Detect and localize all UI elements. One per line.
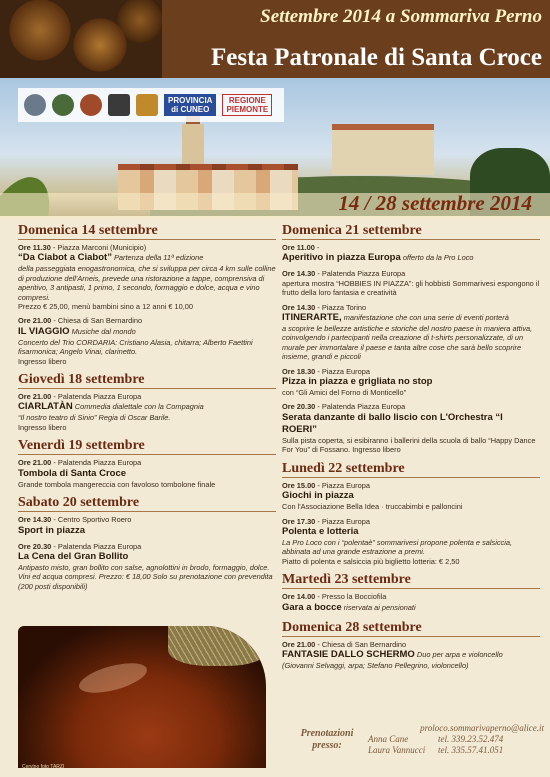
event-title: Gara a bocce: [282, 601, 342, 613]
event-title-note: offerto da la Pro Loco: [400, 253, 474, 263]
day-section: [282, 571, 540, 613]
event-item: [18, 243, 276, 311]
provincia-logo: PROVINCIA di CUNEO: [164, 94, 216, 116]
event-place: - Piazza Europa: [315, 516, 370, 526]
event-title-line: [18, 252, 276, 264]
event-time-line: [18, 458, 276, 467]
event-title: Tombola di Santa Croce: [18, 467, 127, 479]
event-title-line: [282, 312, 540, 324]
day-heading: Giovedì 18 settembre: [18, 371, 276, 389]
event-item: [282, 517, 540, 567]
event-title: Sport in piazza: [18, 524, 86, 536]
event-note: Piatto di polenta e salsiccia più biglietto lotteria: € 2,50: [282, 556, 460, 566]
event-description: a scoprire le bellezze artistiche e storiche del nostro paese in maniera attiva, coinvolgendo i partecipanti nella creazione di t-shirts personalizzate, di un murale per immortalare il paese e tanta altre cose che sarà bello scoprire insieme, grandi e piccoli: [282, 324, 533, 362]
event-place: - Presso la Bocciofila: [315, 592, 387, 602]
event-title-line: [282, 602, 540, 614]
event-time: Ore 21.00: [282, 639, 316, 649]
event-item: [18, 542, 276, 592]
event-description: Concerto del Trio CORDARIA: Cristiano Alasia, chitarra; Alberto Faettini fisarmonica; Angelo Vinai, clarinetto.: [18, 337, 253, 357]
event-title: CIARLATÀN: [18, 401, 73, 413]
event-title-note: Duo per arpa e violoncello: [414, 649, 503, 659]
event-description: della passeggiata enogastronomica, che si sviluppa per circa 4 km sulle colline di produzione dell'Arneis, prevede una ristorazione a tappe, comprensiva di aperitivo, 3 antipasti, 1 primo, 1 secondo, formaggio e dolce, acqua e vino compresi.: [18, 264, 276, 302]
event-item: [18, 316, 276, 366]
round-logo-icon: [80, 94, 102, 116]
unpli-logo-icon: [24, 94, 46, 116]
event-note: Sulla pista coperta, si esibiranno i ballerini della scuola di ballo “Happy Dance For You” di Fossano. Ingresso libero: [282, 435, 536, 455]
chestnut-closeup-photo: [18, 626, 266, 768]
event-time: Ore 14.00: [282, 592, 316, 602]
event-place: - Centro Sportivo Roero: [51, 515, 132, 525]
event-place: - Palatenda Piazza Europa: [51, 392, 142, 402]
right-schedule-column: [282, 222, 540, 675]
event-title: “Da Ciabot a Ciabot”: [18, 252, 112, 264]
event-place: - Palatenda Piazza Europa: [51, 458, 142, 468]
day-section: [282, 619, 540, 671]
event-title-line: [282, 412, 540, 436]
event-time: Ore 11.30: [18, 243, 51, 252]
event-description: La Pro Loco con i “polentaè” sommarivesi propone polenta e salsiccia, abbinata ad una grande estrazione a premi.: [282, 537, 513, 557]
event-title-note: riservata ai pensionati: [341, 602, 416, 612]
event-title: ITINERARTE,: [282, 312, 342, 324]
event-title-note: Musiche dal mondo: [69, 326, 136, 336]
day-section: [18, 371, 276, 432]
event-title-line: [282, 526, 540, 538]
event-note: Grande tombola mangereccia con favoloso tombolone finale: [18, 479, 216, 489]
date-range: 14 / 28 settembre 2014: [338, 191, 532, 215]
event-item: [282, 367, 540, 398]
event-time: Ore 14.30: [18, 515, 52, 525]
event-item: [282, 269, 540, 297]
event-place: - Chiesa di San Bernardino: [315, 639, 407, 649]
badge-logo-icon: [108, 94, 130, 116]
event-item: [282, 402, 540, 454]
contact-email: proloco.sommarivaperno@alice.it: [420, 723, 544, 733]
event-time-line: [282, 269, 540, 278]
event-title-note: Commedia dialettale con la Compagnia: [72, 402, 204, 412]
event-place: - Piazza Europa: [315, 366, 370, 376]
event-title-line: [282, 252, 540, 264]
event-description: “Il nostro teatro di Sinio” Regia di Oscar Barile.: [18, 413, 171, 423]
event-time-line: [18, 392, 276, 401]
day-section: [282, 460, 540, 566]
day-heading: Venerdì 19 settembre: [18, 437, 276, 455]
day-heading: Domenica 14 settembre: [18, 222, 276, 240]
sponsor-logos: [18, 88, 284, 122]
event-time-line: [282, 303, 540, 312]
castle: [332, 130, 434, 175]
contact-row: [368, 734, 544, 745]
event-time-line: [18, 316, 276, 325]
day-heading: Domenica 21 settembre: [282, 222, 540, 240]
tree-logo-icon: [52, 94, 74, 116]
day-section: [282, 222, 540, 455]
event-place: - Piazza Europa: [315, 480, 370, 490]
event-time-line: [18, 542, 276, 551]
header-title: Festa Patronale di Santa Croce: [211, 44, 542, 71]
event-title: La Cena del Gran Bollito: [18, 550, 129, 562]
event-place: - Palatenda Piazza Europa: [315, 402, 406, 412]
day-section: [18, 437, 276, 489]
event-time-line: [282, 243, 540, 252]
event-title-line: [282, 376, 540, 388]
event-time-line: [282, 517, 540, 526]
event-note: Prezzo € 25,00, menù bambini sino a 12 anni € 10,00: [18, 302, 194, 312]
event-place: -: [314, 243, 320, 252]
event-title-line: [282, 649, 540, 661]
event-item: [282, 303, 540, 362]
event-place: - Palatenda Piazza Europa: [315, 269, 406, 279]
event-title-line: [18, 468, 276, 480]
contact-phone: tel. 335.57.41.051: [438, 745, 504, 755]
header-subtitle: Settembre 2014 a Sommariva Perno: [260, 6, 542, 27]
event-time-line: [282, 402, 540, 411]
event-item: [18, 392, 276, 432]
event-place: - Piazza Marconi (Municipio): [50, 243, 147, 252]
event-time: Ore 20.30: [18, 541, 52, 551]
event-item: [18, 458, 276, 489]
event-place: - Chiesa di San Bernardino: [51, 316, 143, 326]
event-title: Serata danzante di ballo liscio con L'Orchestra “I ROERI”: [282, 411, 503, 435]
event-title: Polenta e lotteria: [282, 525, 359, 537]
event-time-line: [282, 367, 540, 376]
left-schedule-column: [18, 222, 276, 596]
event-item: [282, 640, 540, 671]
event-time-line: [18, 515, 276, 524]
contact-name: Laura Vannucci: [368, 745, 426, 755]
event-title-line: [18, 326, 276, 338]
event-time: Ore 17.30: [282, 516, 316, 526]
event-title: FANTASIE DALLO SCHERMO: [282, 648, 415, 660]
day-section: [18, 494, 276, 591]
header-banner: [0, 0, 550, 78]
contact-row: [368, 745, 544, 756]
event-place: - Palatenda Piazza Europa: [51, 541, 142, 551]
event-title-line: [18, 551, 276, 563]
event-time: Ore 20.30: [282, 402, 316, 412]
event-time: Ore 14.30: [282, 269, 316, 279]
day-heading: Martedì 23 settembre: [282, 571, 540, 589]
day-heading: Sabato 20 settembre: [18, 494, 276, 512]
crest-logo-icon: [136, 94, 158, 116]
reservation-label: Prenotazioni presso:: [300, 728, 354, 751]
event-time-line: [282, 481, 540, 490]
event-time: Ore 21.00: [18, 316, 52, 326]
event-title: Pizza in piazza e grigliata no stop: [282, 376, 433, 388]
event-description: Antipasto misto, gran bollito con salse, agnolottini in brodo, formaggio, dolce. Vini ed acqua compresi. Prezzo: € 18,00 Solo su prenotazione con prevendita (200 posti disponibili): [18, 562, 273, 591]
day-section: [18, 222, 276, 366]
event-item: [18, 515, 276, 536]
event-note: Ingresso libero: [18, 422, 67, 432]
event-description: (Giovanni Selvaggi, arpa; Stefano Pellegrino, violoncello): [282, 660, 469, 670]
contact-phone: tel. 339.23.52.474: [438, 734, 504, 744]
event-time: Ore 14.30: [282, 302, 316, 312]
event-title-note: Partenza della 11ª edizione: [111, 253, 204, 263]
event-time: Ore 15.00: [282, 480, 316, 490]
contact-info: [368, 723, 544, 756]
event-note: con “Gli Amici del Forno di Monticello”: [282, 388, 407, 398]
event-item: [282, 592, 540, 613]
event-time: Ore 18.30: [282, 366, 316, 376]
event-item: [282, 481, 540, 512]
event-title: Giochi in piazza: [282, 490, 354, 502]
event-title-line: [18, 401, 276, 413]
event-title: IL VIAGGIO: [18, 325, 70, 337]
event-time-line: [282, 592, 540, 601]
event-place: - Piazza Torino: [315, 302, 367, 312]
contact-name: Anna Cane: [368, 734, 409, 744]
event-time: Ore 21.00: [18, 458, 52, 468]
regione-logo: REGIONE PIEMONTE: [222, 94, 272, 116]
event-note: Con l'Associazione Bella Idea · truccabimbi e palloncini: [282, 502, 463, 512]
day-heading: Lunedì 22 settembre: [282, 460, 540, 478]
event-title-note: manifestazione che con una serie di eventi porterà: [341, 313, 509, 323]
event-title-line: [282, 490, 540, 502]
event-time: Ore 11.00: [282, 243, 315, 252]
event-item: [282, 243, 540, 264]
event-time: Ore 21.00: [18, 392, 52, 402]
chestnut-photo: [0, 0, 162, 78]
event-note: apertura mostra “HOBBIES IN PIAZZA”: gli hobbisti Sommarivesi espongono il frutto della loro fantasia e creatività: [282, 278, 540, 298]
event-time-line: [282, 640, 540, 649]
photo-credit: Cervino foto TARZI: [22, 764, 65, 770]
event-time-line: [18, 243, 276, 252]
day-heading: Domenica 28 settembre: [282, 619, 540, 637]
event-title-line: [18, 525, 276, 537]
event-title: Aperitivo in piazza Europa: [282, 252, 401, 264]
event-note: Ingresso libero: [18, 356, 67, 366]
